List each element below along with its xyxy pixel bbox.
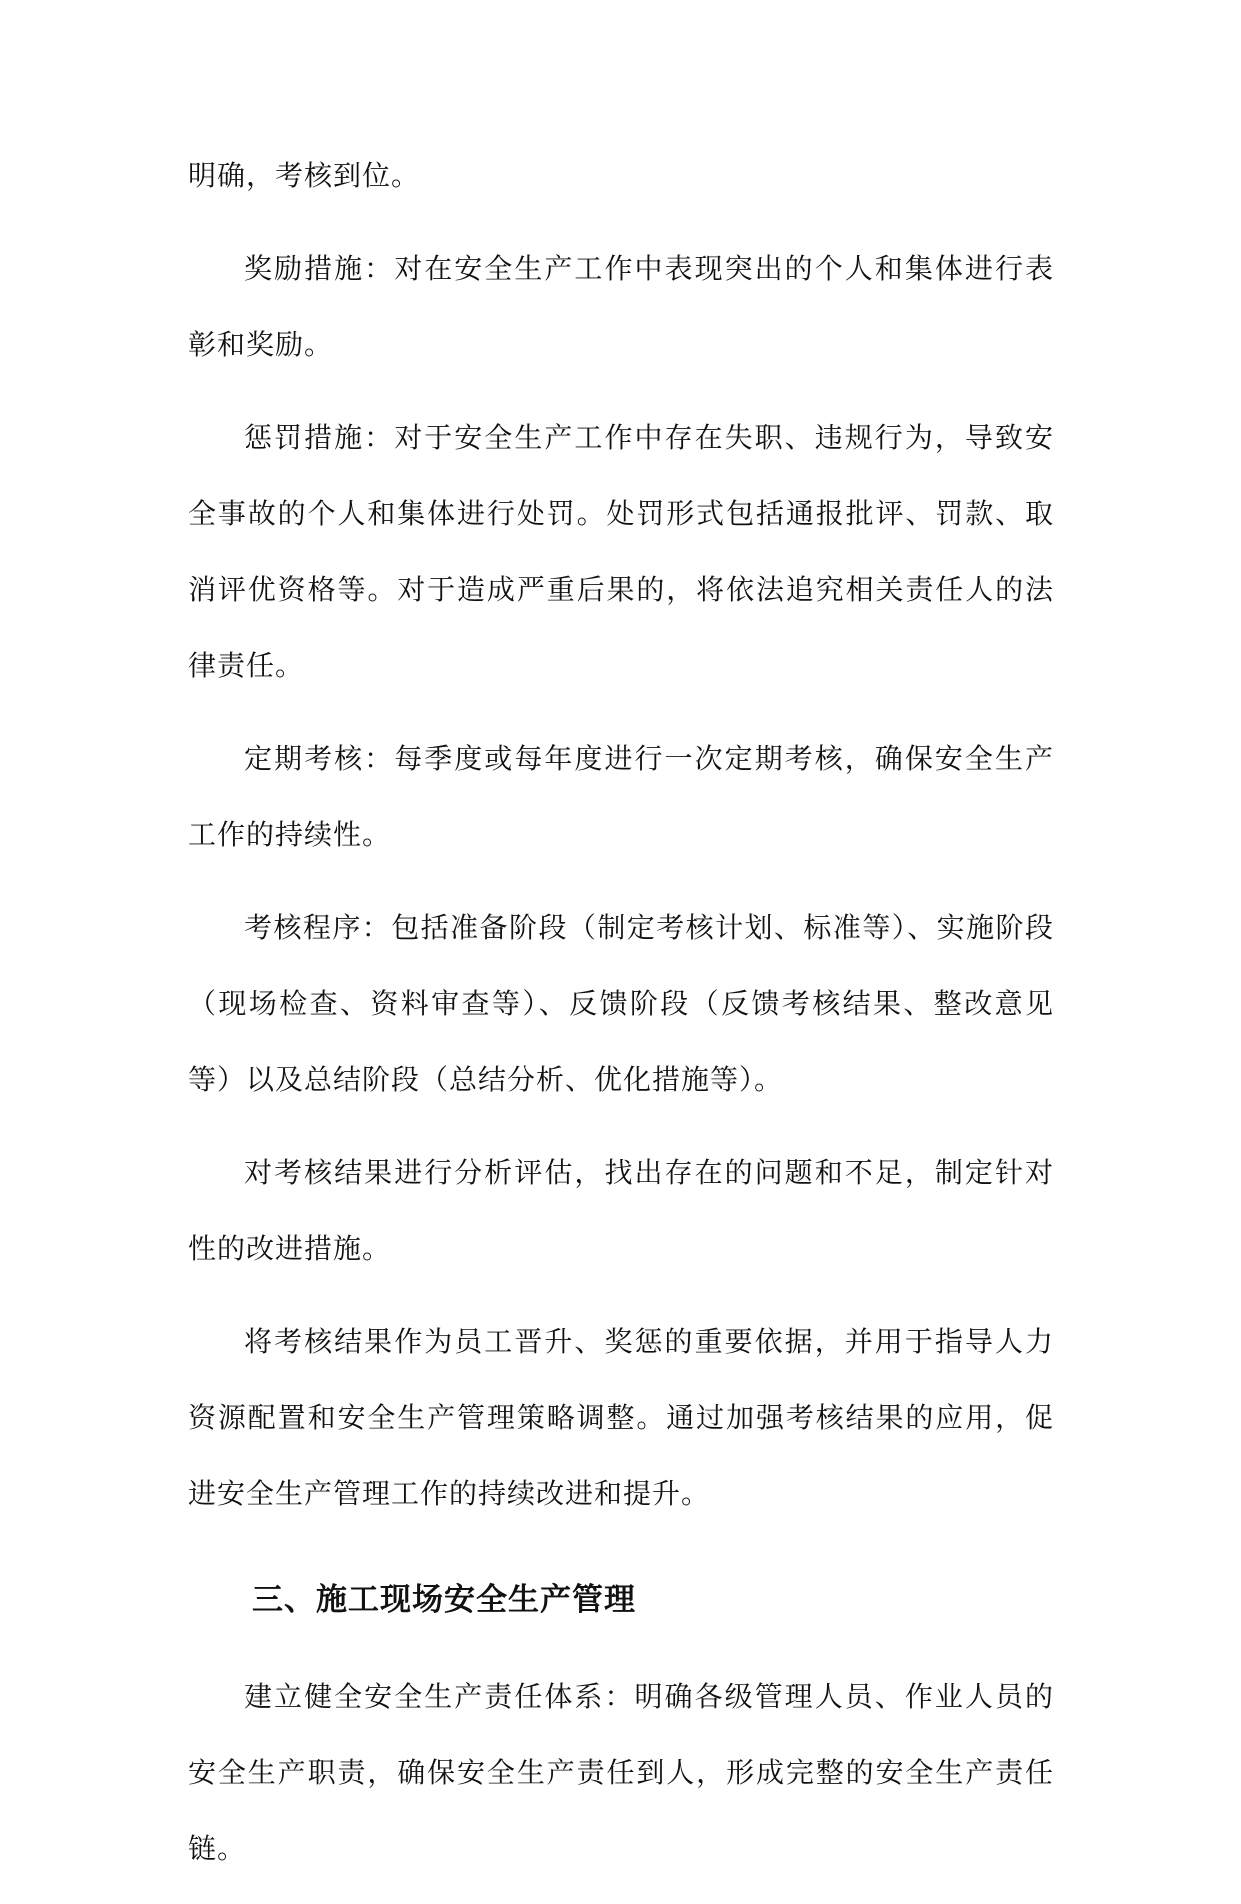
paragraph-responsibility-system: 建立健全安全生产责任体系：明确各级管理人员、作业人员的安全生产职责，确保安全生产责任到人，形成完整的安全生产责任链。 xyxy=(188,1680,1054,1865)
document-page xyxy=(188,138,1054,1904)
paragraph-periodic-assessment: 定期考核：每季度或每年度进行一次定期考核，确保安全生产工作的持续性。 xyxy=(188,742,1054,851)
paragraph-result-application: 将考核结果作为员工晋升、奖惩的重要依据，并用于指导人力资源配置和安全生产管理策略调整。通过加强考核结果的应用，促进安全生产管理工作的持续改进和提升。 xyxy=(188,1325,1054,1510)
paragraph-assessment-procedure: 考核程序：包括准备阶段（制定考核计划、标准等）、实施阶段（现场检查、资料审查等）、反馈阶段（反馈考核结果、整改意见等）以及总结阶段（总结分析、优化措施等）。 xyxy=(188,911,1054,1096)
paragraph-result-analysis: 对考核结果进行分析评估，找出存在的问题和不足，制定针对性的改进措施。 xyxy=(188,1156,1054,1265)
paragraph-penalty-measures: 惩罚措施：对于安全生产工作中存在失职、违规行为，导致安全事故的个人和集体进行处罚。处罚形式包括通报批评、罚款、取消评优资格等。对于造成严重后果的，将依法追究相关责任人的法律责任。 xyxy=(188,421,1054,682)
paragraph-continuation: 明确，考核到位。 xyxy=(188,159,421,192)
section-heading: 三、施工现场安全生产管理 xyxy=(252,1582,636,1618)
paragraph-reward-measures: 奖励措施：对在安全生产工作中表现突出的个人和集体进行表彰和奖励。 xyxy=(188,252,1054,361)
